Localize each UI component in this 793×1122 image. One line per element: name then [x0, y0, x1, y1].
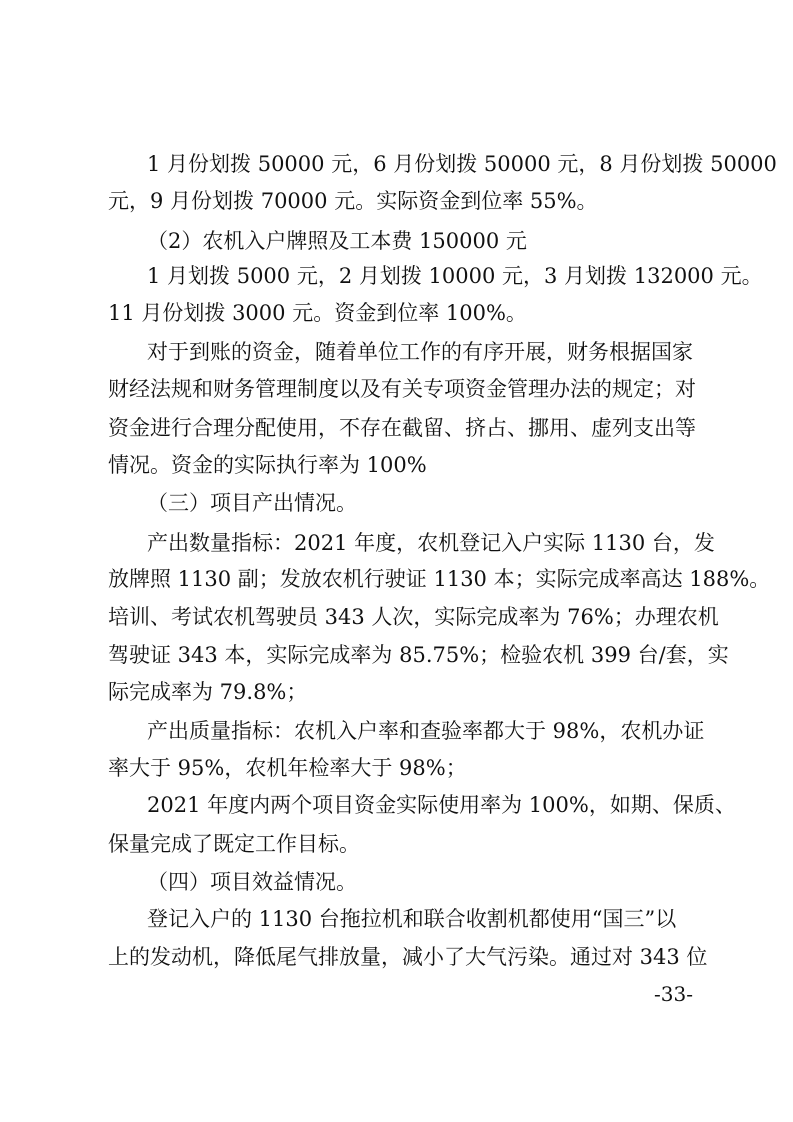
text-line: 上的发动机，降低尾气排放量，减小了大气污染。通过对 343 位 [108, 945, 708, 969]
text-line: 率大于 95%，农机年检率大于 98%； [108, 756, 467, 780]
text-line: 财经法规和财务管理制度以及有关专项资金管理办法的规定；对 [108, 377, 696, 401]
text-line: 保量完成了既定工作目标。 [108, 832, 360, 856]
text-line: 情况。资金的实际执行率为 100% [108, 453, 427, 477]
text-line: 资金进行合理分配使用，不存在截留、挤占、挪用、虚列支出等 [108, 416, 696, 440]
text-line: 1 月份划拨 50000 元，6 月份划拨 50000 元，8 月份划拨 50000 [147, 152, 777, 176]
text-line: 登记入户的 1130 台拖拉机和联合收割机都使用“国三”以 [147, 907, 677, 931]
text-line: 2021 年度内两个项目资金实际使用率为 100%，如期、保质、 [147, 793, 736, 817]
text-line: （2）农机入户牌照及工本费 150000 元 [147, 229, 527, 253]
text-line: 培训、考试农机驾驶员 343 人次，实际完成率为 76%；办理农机 [108, 605, 719, 629]
section-heading: （三）项目产出情况。 [147, 491, 357, 515]
page-number: -33- [654, 982, 693, 1006]
text-line: 元，9 月份划拨 70000 元。实际资金到位率 55%。 [108, 189, 598, 213]
text-line: 1 月划拨 5000 元，2 月划拨 10000 元，3 月划拨 132000 元。 [147, 264, 763, 288]
text-line: 对于到账的资金，随着单位工作的有序开展，财务根据国家 [147, 340, 693, 364]
text-line: 际完成率为 79.8%； [108, 680, 308, 704]
text-line: 驾驶证 343 本，实际完成率为 85.75%；检验农机 399 台/套，实 [108, 643, 729, 667]
text-line: 放牌照 1130 副；发放农机行驶证 1130 本；实际完成率高达 188%。 [108, 567, 771, 591]
section-heading: （四）项目效益情况。 [147, 870, 357, 894]
text-line: 产出数量指标：2021 年度，农机登记入户实际 1130 台，发 [147, 531, 715, 555]
text-line: 产出质量指标：农机入户率和查验率都大于 98%，农机办证 [147, 719, 705, 743]
text-line: 11 月份划拨 3000 元。资金到位率 100%。 [108, 301, 527, 325]
